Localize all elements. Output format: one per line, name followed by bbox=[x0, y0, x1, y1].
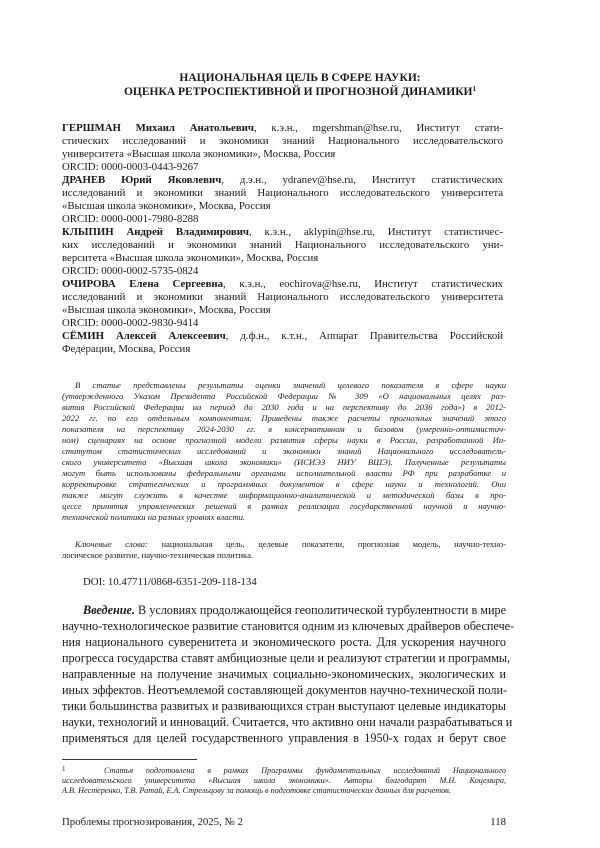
author-2-orcid: ORCID: 0000-0001-7980-8288 bbox=[62, 213, 199, 225]
body-line: ния национального суверенитета и экономического роста. Для ускорения научного bbox=[62, 635, 506, 649]
author-5-name: СЁМИН Алексей Алексеевич bbox=[62, 330, 226, 342]
author-3-orcid: ORCID: 0000-0002-5735-0824 bbox=[62, 265, 199, 277]
journal-citation: Проблемы прогнозирования, 2025, № 2 bbox=[62, 816, 243, 828]
body-line: науки, технологий и инноваций. Считается, что активно они начали разрабатываться и bbox=[62, 715, 513, 729]
abstract-line: показателя на перспективу 2024-2030 гг. в консервативном и базовом (умеренно-оптимистич- bbox=[62, 424, 506, 434]
keywords-line-2: логическое развитие, научно-техническая политика. bbox=[62, 550, 254, 560]
author-3-name: КЛЫПИН Андрей Владимирович bbox=[62, 226, 250, 238]
author-4-line-2: исследований и экономики знаний Национального исследовательского университета bbox=[62, 291, 503, 303]
author-1-name: ГЕРШМАН Михаил Анатольевич bbox=[62, 122, 254, 134]
section-heading: Введение. bbox=[83, 603, 135, 617]
abstract-line: ститутом статистических исследований и экономики знаний Национального исследователь- bbox=[62, 446, 506, 456]
abstract-line: корректировке стратегических и программных документов в сфере науки и технологий. Они bbox=[62, 479, 506, 489]
abstract-line: ского университета «Высшая школа экономики» (ИСИЭЗ НИУ ВШЭ). Полученные результаты bbox=[62, 457, 506, 467]
keywords-label: Ключевые слова: bbox=[75, 539, 148, 549]
author-3-line-2: ких исследований и экономики знаний Национального исследовательского уни- bbox=[62, 239, 503, 251]
abstract-line: вития Российской Федерации на период до 2030 года и на перспективу до 2036 года») в 2012- bbox=[62, 402, 506, 412]
author-4-line-3: «Высшая школа экономики», Москва, Россия bbox=[62, 304, 271, 316]
body-line: иных эффектов. Неотъемлемой составляющей документов научно-технической поли- bbox=[62, 683, 508, 697]
abstract-line: также могут служить в качестве информационно-аналитической и методической базы в про- bbox=[62, 490, 506, 500]
keywords-line-1: Ключевые слова: национальная цель, целевые показатели, прогнозная модель, научно-техно- bbox=[75, 539, 506, 549]
abstract-line: могут быть использованы федеральными органами исполнительной власти РФ при разработке и bbox=[62, 468, 506, 478]
author-4-name: ОЧИРОВА Елена Сергеевна bbox=[62, 278, 224, 290]
author-1-line-3: университета «Высшая школа экономики», Москва, Россия bbox=[62, 148, 336, 160]
abstract-line: В статье представлены результаты оценки значений целевого показателя в сфере науки bbox=[75, 380, 506, 390]
author-2-line-2: исследований и экономики знаний Национального исследовательского университета bbox=[62, 187, 503, 199]
author-5-line-1: СЁМИН Алексей Алексеевич, д.ф.н., к.т.н., Аппарат Правительства Российской bbox=[62, 330, 503, 342]
abstract-line: (утвержденного Указом Президента Российской Федерации № 309 «О национальных целях раз- bbox=[62, 391, 506, 401]
body-line: прогресса государства ставят амбициозные цели и реализуют стратегии и программы, bbox=[62, 651, 511, 665]
author-1-orcid: ORCID: 0000-0003-0443-9267 bbox=[62, 161, 199, 173]
author-4-line-1: ОЧИРОВА Елена Сергеевна, к.э.н., eochirova@hse.ru, Институт статистических bbox=[62, 278, 503, 290]
page-number: 118 bbox=[490, 816, 506, 828]
body-line: направленные на получение значимых социально-экономических, экологических и bbox=[62, 667, 506, 681]
author-1-line-2: стических исследований и экономики знаний Национального исследовательского bbox=[62, 135, 503, 147]
title-footnote-mark: 1 bbox=[472, 85, 477, 93]
body-line: применяться для целей государственного управления в 1950-х годах и берут свое bbox=[62, 731, 506, 745]
abstract-line: ном) сценариях на основе прогнозной модели развития сферы науки в России, разработанной Ин- bbox=[62, 435, 506, 445]
abstract-line: технической политики на разных уровнях власти. bbox=[62, 512, 246, 522]
author-2-name: ДРАНЕВ Юрий Яковлевич bbox=[62, 174, 222, 186]
footnote-line: $^1$ Статья подготовлена в рамках Программы фундаментальных исследований Национального bbox=[62, 765, 507, 775]
author-2-line-1: ДРАНЕВ Юрий Яковлевич, д.э.н., ydranev@hse.ru, Институт статистических bbox=[62, 174, 503, 186]
article-title-text: ОЦЕНКА РЕТРОСПЕКТИВНОЙ И ПРОГНОЗНОЙ ДИНАМИКИ bbox=[123, 86, 473, 98]
article-title-line-1: НАЦИОНАЛЬНАЯ ЦЕЛЬ В СФЕРЕ НАУКИ: bbox=[179, 72, 421, 84]
author-5-line-2: Федерации, Москва, Россия bbox=[62, 343, 191, 355]
abstract-line: 2022 гг. по его отдельным компонентам. Приведены также расчеты прогнозных значений этого bbox=[62, 413, 506, 423]
body-line: тики большинства развитых и развивающихся стран выступают целевые индикаторы bbox=[62, 699, 506, 713]
footnote-line: исследовательского университета «Высшая школа экономики». Авторы благодарят М.Н. Коцемира, bbox=[62, 776, 506, 785]
footnote-mark: 1 bbox=[62, 765, 66, 773]
abstract-line: цессе принятия управленческих решений в рамках реализации государственной научной и научно- bbox=[62, 501, 506, 511]
author-3-line-3: верситета «Высшая школа экономики», Москва, Россия bbox=[62, 252, 319, 264]
author-3-line-1: КЛЫПИН Андрей Владимирович, к.э.н., aklypin@hse.ru, Институт статистичес- bbox=[62, 226, 503, 238]
author-1-line-1: ГЕРШМАН Михаил Анатольевич, к.э.н., mgershman@hse.ru, Институт стати- bbox=[62, 122, 503, 134]
footnote-divider bbox=[62, 759, 197, 760]
article-title-line-2 bbox=[0, 87, 600, 99]
body-line: научно-технологическое развитие становится одним из ключевых драйверов обеспече- bbox=[62, 619, 515, 633]
author-4-orcid: ORCID: 0000-0002-9830-9414 bbox=[62, 317, 199, 329]
doi: DOI: 10.47711/0868-6351-209-118-134 bbox=[83, 576, 257, 588]
footnote-line: А.В. Нестеренко, Т.В. Ратай, Е.А. Стрельцову за помощь в подготовке статистических данных для расчетов. bbox=[62, 786, 451, 795]
body-line: Введение. В условиях продолжающейся геополитической турбулентности в мире bbox=[83, 603, 507, 617]
author-2-line-3: «Высшая школа экономики», Москва, Россия bbox=[62, 200, 271, 212]
